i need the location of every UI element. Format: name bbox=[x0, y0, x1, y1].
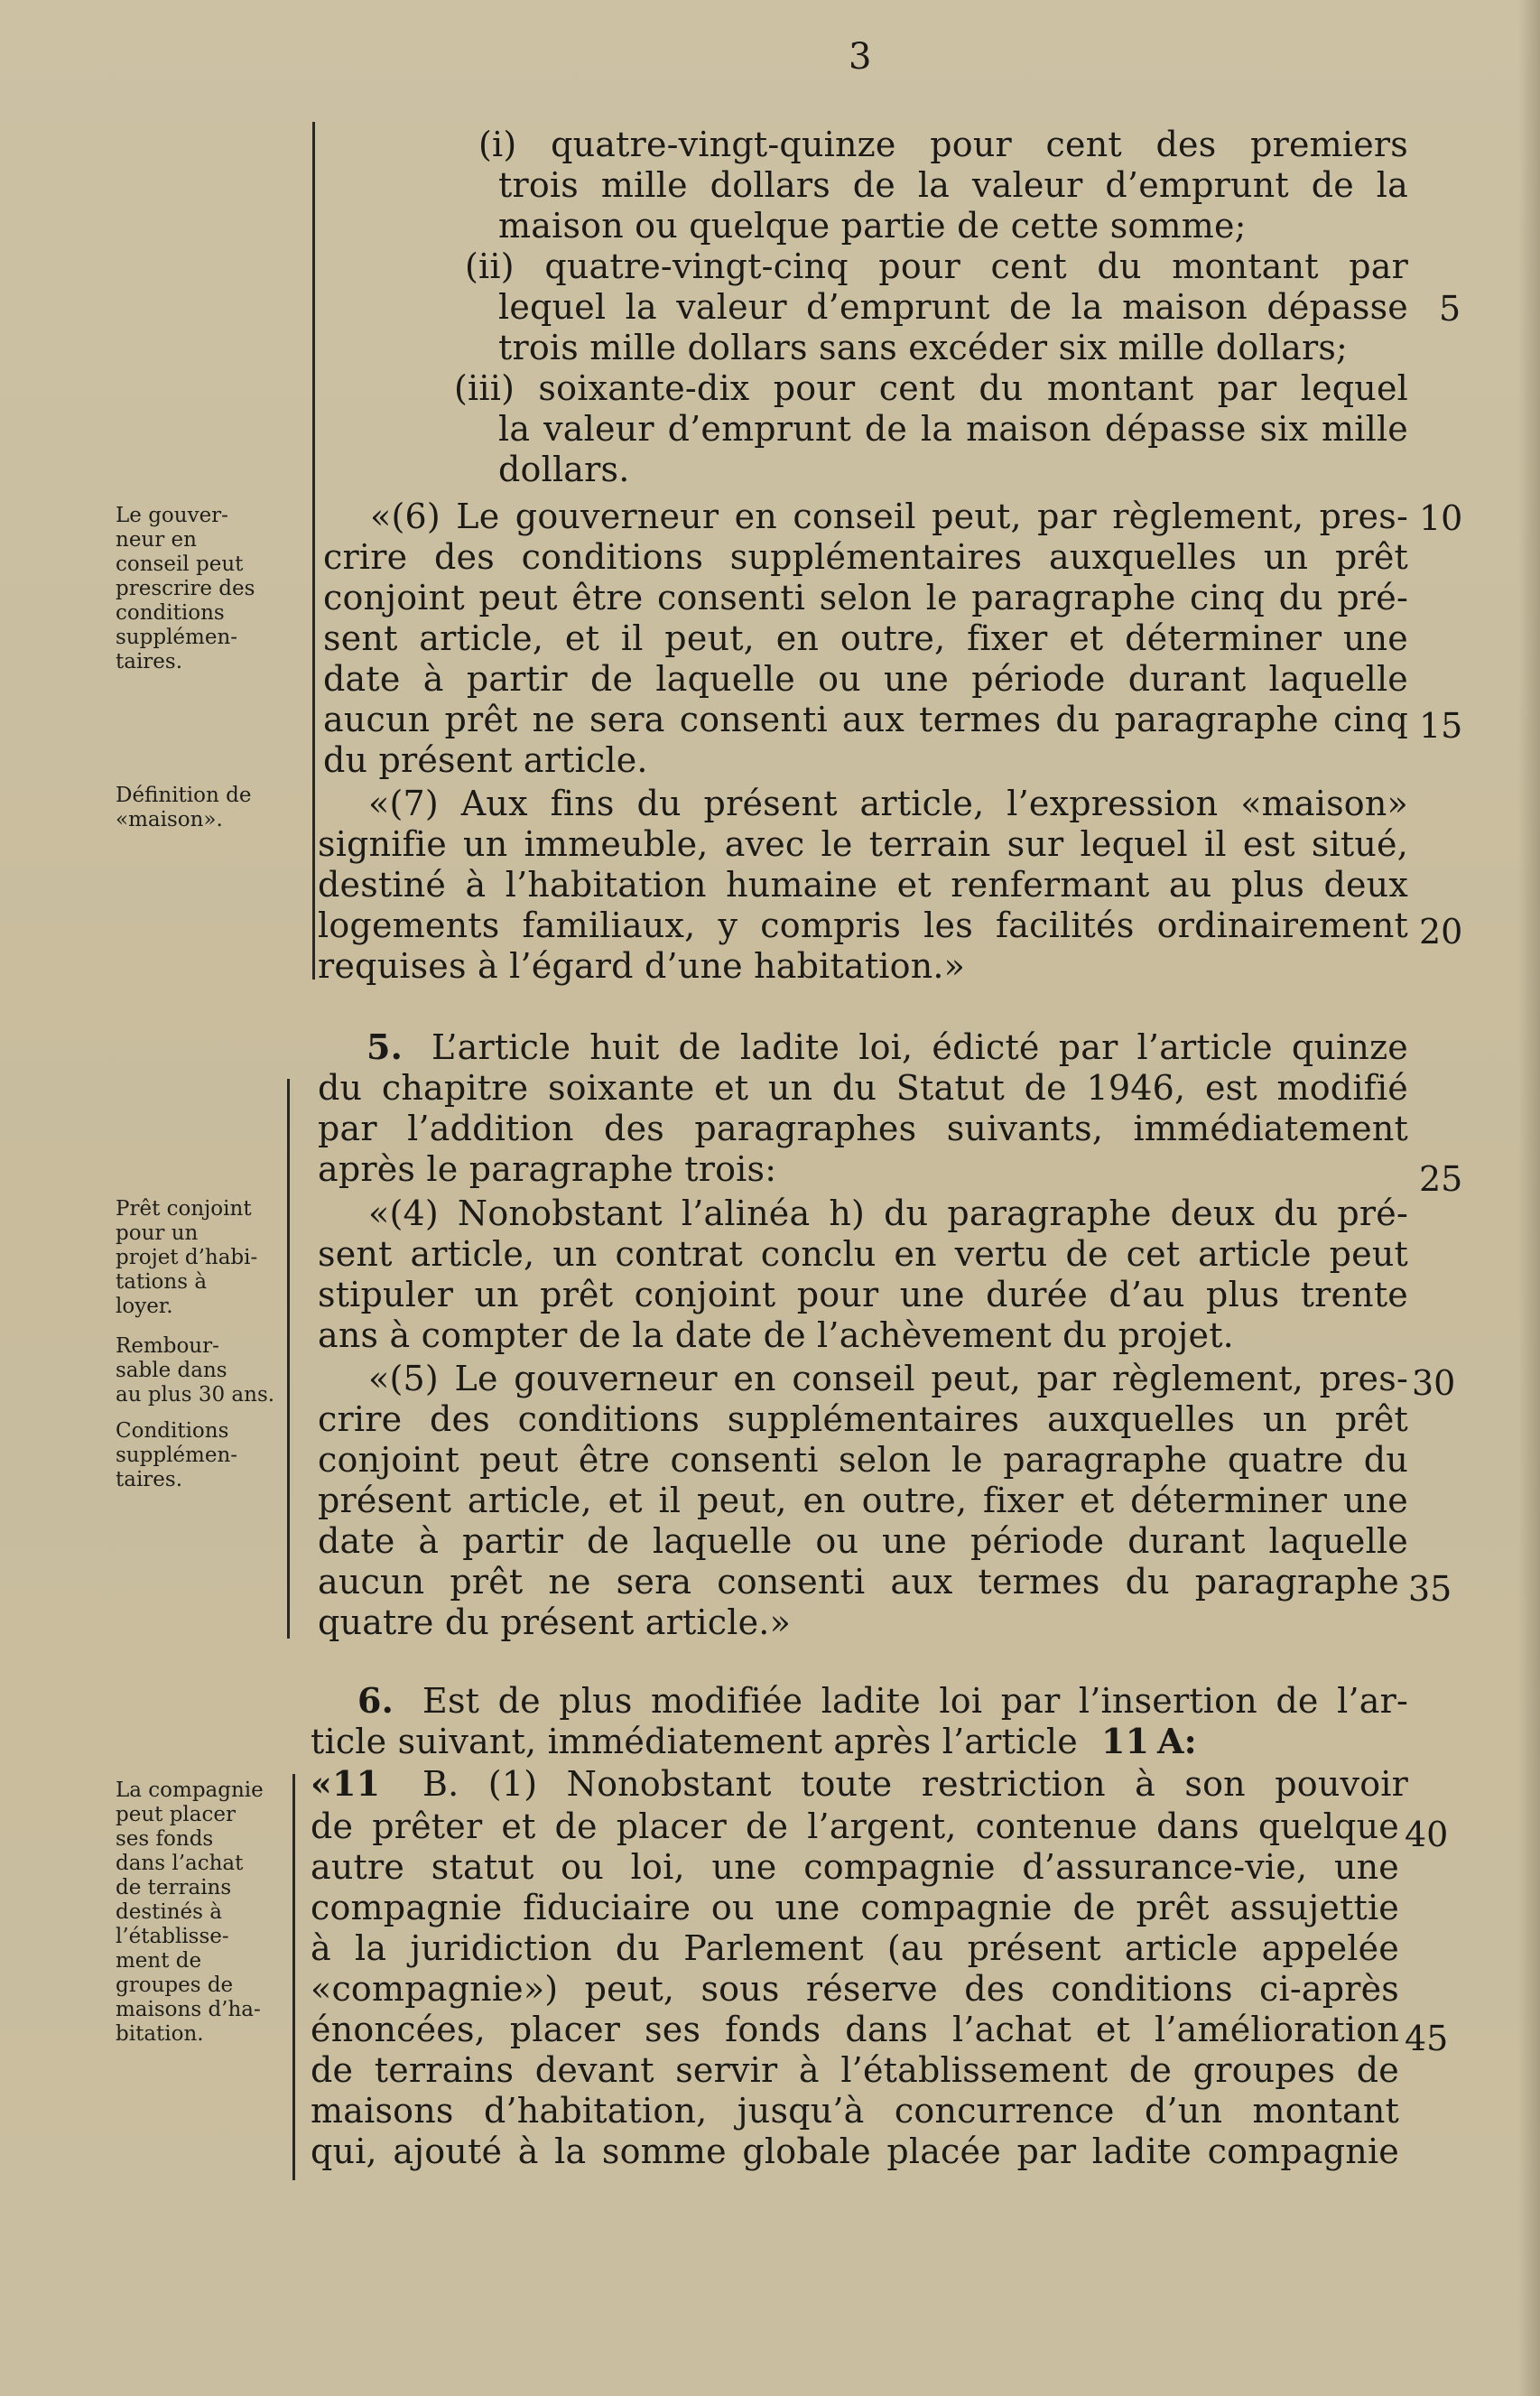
text-line: quatre du présent article.» bbox=[318, 1602, 792, 1642]
margin-note-line: taires. bbox=[116, 650, 183, 673]
text-line: stipuler un prêt conjoint pour une durée d’au plus trente bbox=[318, 1275, 1408, 1314]
text-line: (ii) quatre-vingt-cinq pour cent du montant par bbox=[465, 246, 1408, 286]
text-line: maisons d’habitation, jusqu’à concurrence d’un montant bbox=[311, 2091, 1399, 2131]
line-number: 10 bbox=[1419, 498, 1463, 538]
margin-note-line: de terrains bbox=[116, 1876, 232, 1899]
margin-note-conditions bbox=[116, 1419, 305, 1492]
line-number: 20 bbox=[1419, 912, 1463, 952]
article-ref-11: 11 bbox=[1101, 1721, 1150, 1761]
line-number: 45 bbox=[1405, 2019, 1449, 2058]
margin-note-line: dans l’achat bbox=[116, 1852, 244, 1875]
text-line: du chapitre soixante et un du Statut de 1946, est modifié bbox=[318, 1068, 1408, 1108]
margin-note-pret bbox=[116, 1197, 305, 1319]
line-number: 5 bbox=[1439, 289, 1461, 329]
margin-note-line: Rembour- bbox=[116, 1334, 219, 1358]
margin-note-line: ment de bbox=[116, 1949, 202, 1973]
text-line: présent article, et il peut, en outre, fixer et déterminer une bbox=[318, 1481, 1408, 1520]
margin-note-line: l’établisse- bbox=[116, 1925, 229, 1948]
text-line: «compagnie») peut, sous réserve des conditions ci-après bbox=[311, 1969, 1399, 2009]
margin-note-line: «maison». bbox=[116, 808, 223, 831]
section-number-6: 6. bbox=[357, 1680, 394, 1721]
text-line: après le paragraphe trois: bbox=[318, 1149, 777, 1189]
text-line: «(7) Aux fins du présent article, l’expression «maison» bbox=[368, 784, 1408, 823]
margin-note-line: loyer. bbox=[116, 1295, 173, 1318]
line-number: 40 bbox=[1405, 1815, 1449, 1854]
text-line: sent article, et il peut, en outre, fixer et déterminer une bbox=[323, 618, 1408, 658]
text-line: date à partir de laquelle ou une période durant laquelle bbox=[323, 659, 1408, 699]
text-line: «(5) Le gouverneur en conseil peut, par règlement, pres- bbox=[368, 1359, 1408, 1398]
text-line: trois mille dollars sans excéder six mille dollars; bbox=[498, 328, 1349, 367]
text-line: «(4) Nonobstant l’alinéa h) du paragraphe deux du pré- bbox=[368, 1193, 1408, 1233]
margin-note-line: destinés à bbox=[116, 1900, 222, 1924]
text-line: Est de plus modifiée ladite loi par l’insertion de l’ar- bbox=[422, 1681, 1408, 1721]
text-line: (iii) soixante-dix pour cent du montant par lequel bbox=[454, 368, 1408, 408]
text-line: qui, ajouté à la somme globale placée par ladite compagnie bbox=[311, 2131, 1399, 2171]
text-line: trois mille dollars de la valeur d’emprunt de la bbox=[498, 165, 1408, 205]
margin-note-line: Prêt conjoint bbox=[116, 1197, 252, 1221]
margin-note-line: neur en bbox=[116, 528, 197, 552]
margin-note-line: tations à bbox=[116, 1270, 208, 1294]
text-line: conjoint peut être consenti selon le paragraphe quatre du bbox=[318, 1440, 1408, 1480]
margin-note-gouverneur bbox=[116, 504, 305, 674]
new-article-11: «11 bbox=[311, 1763, 381, 1804]
margin-note-line: La compagnie bbox=[116, 1778, 264, 1802]
text-line: par l’addition des paragraphes suivants, immédiatement bbox=[318, 1109, 1408, 1148]
text-line: crire des conditions supplémentaires auxquelles un prêt bbox=[323, 537, 1408, 577]
text-line: ans à compter de la date de l’achèvement du projet. bbox=[318, 1315, 1234, 1355]
text-line: destiné à l’habitation humaine et renfermant au plus deux bbox=[318, 865, 1408, 905]
margin-note-line: projet d’habi- bbox=[116, 1246, 258, 1269]
text-line: signifie un immeuble, avec le terrain sur lequel il est situé, bbox=[318, 824, 1408, 864]
margin-note-line: maisons d’ha- bbox=[116, 1998, 261, 2021]
text-line: crire des conditions supplémentaires auxquelles un prêt bbox=[318, 1399, 1408, 1439]
line-number: 30 bbox=[1412, 1363, 1456, 1403]
text-line: L’article huit de ladite loi, édicté par l’article quinze bbox=[431, 1027, 1408, 1067]
margin-note-line: conseil peut bbox=[116, 553, 244, 576]
text-line: conjoint peut être consenti selon le paragraphe cinq du pré- bbox=[323, 578, 1408, 618]
margin-note-line: peut placer bbox=[116, 1803, 236, 1826]
margin-note-line: taires. bbox=[116, 1468, 183, 1491]
text-line: (i) quatre-vingt-quinze pour cent des premiers bbox=[478, 125, 1408, 164]
margin-note-line: au plus 30 ans. bbox=[116, 1383, 275, 1407]
text-line: «(6) Le gouverneur en conseil peut, par règlement, pres- bbox=[370, 497, 1408, 536]
text-line: requises à l’égard d’une habitation.» bbox=[318, 946, 966, 986]
margin-note-line: supplémen- bbox=[116, 626, 238, 649]
page-edge-shadow bbox=[1518, 0, 1540, 2396]
margin-note-line: sable dans bbox=[116, 1359, 227, 1382]
margin-note-compagnie bbox=[116, 1778, 305, 2047]
margin-note-line: prescrire des bbox=[116, 577, 255, 600]
line-number: 15 bbox=[1419, 706, 1463, 746]
text-line: du présent article. bbox=[323, 740, 648, 780]
text-line: autre statut ou loi, une compagnie d’assurance-vie, une bbox=[311, 1847, 1399, 1887]
margin-note-line: ses fonds bbox=[116, 1827, 214, 1851]
text-line: la valeur d’emprunt de la maison dépasse six mille bbox=[498, 409, 1408, 449]
margin-note-line: Conditions bbox=[116, 1419, 229, 1443]
text-line: B. (1) Nonobstant toute restriction à son pouvoir bbox=[422, 1764, 1408, 1804]
text-line: de prêter et de placer de l’argent, contenue dans quelque bbox=[311, 1806, 1399, 1846]
text-line: à la juridiction du Parlement (au présent article appelée bbox=[311, 1928, 1399, 1968]
text-line: maison ou quelque partie de cette somme; bbox=[498, 206, 1247, 246]
margin-note-line: bitation. bbox=[116, 2022, 204, 2046]
page-number: 3 bbox=[849, 36, 872, 78]
line-number: 25 bbox=[1419, 1159, 1463, 1199]
article-ref-suffix: A: bbox=[1157, 1721, 1197, 1761]
margin-note-rembours bbox=[116, 1334, 305, 1407]
text-line: logements familiaux, y compris les facilités ordinairement bbox=[318, 905, 1408, 945]
text-line: de terrains devant servir à l’établissement de groupes de bbox=[311, 2050, 1399, 2090]
margin-note-line: groupes de bbox=[116, 1973, 234, 1997]
text-line: dollars. bbox=[498, 450, 630, 489]
margin-note-line: Le gouver- bbox=[116, 504, 228, 527]
margin-note-definition bbox=[116, 784, 305, 832]
section-number-5: 5. bbox=[366, 1026, 404, 1067]
text-line: date à partir de laquelle ou une période durant laquelle bbox=[318, 1521, 1408, 1561]
text-line: compagnie fiduciaire ou une compagnie de prêt assujettie bbox=[311, 1888, 1399, 1927]
text-line: sent article, un contrat conclu en vertu de cet article peut bbox=[318, 1234, 1408, 1274]
margin-note-line: Définition de bbox=[116, 784, 252, 807]
text-line: aucun prêt ne sera consenti aux termes du paragraphe bbox=[318, 1562, 1399, 1602]
text-line: ticle suivant, immédiatement après l’article bbox=[311, 1722, 1078, 1761]
text-line: énoncées, placer ses fonds dans l’achat et l’amélioration bbox=[311, 2010, 1399, 2049]
margin-note-line: supplémen- bbox=[116, 1444, 238, 1467]
margin-note-line: conditions bbox=[116, 601, 225, 625]
margin-note-line: pour un bbox=[116, 1221, 199, 1245]
text-line: aucun prêt ne sera consenti aux termes du paragraphe cinq bbox=[323, 700, 1408, 739]
text-line: lequel la valeur d’emprunt de la maison dépasse bbox=[498, 287, 1408, 327]
line-number: 35 bbox=[1408, 1569, 1452, 1609]
